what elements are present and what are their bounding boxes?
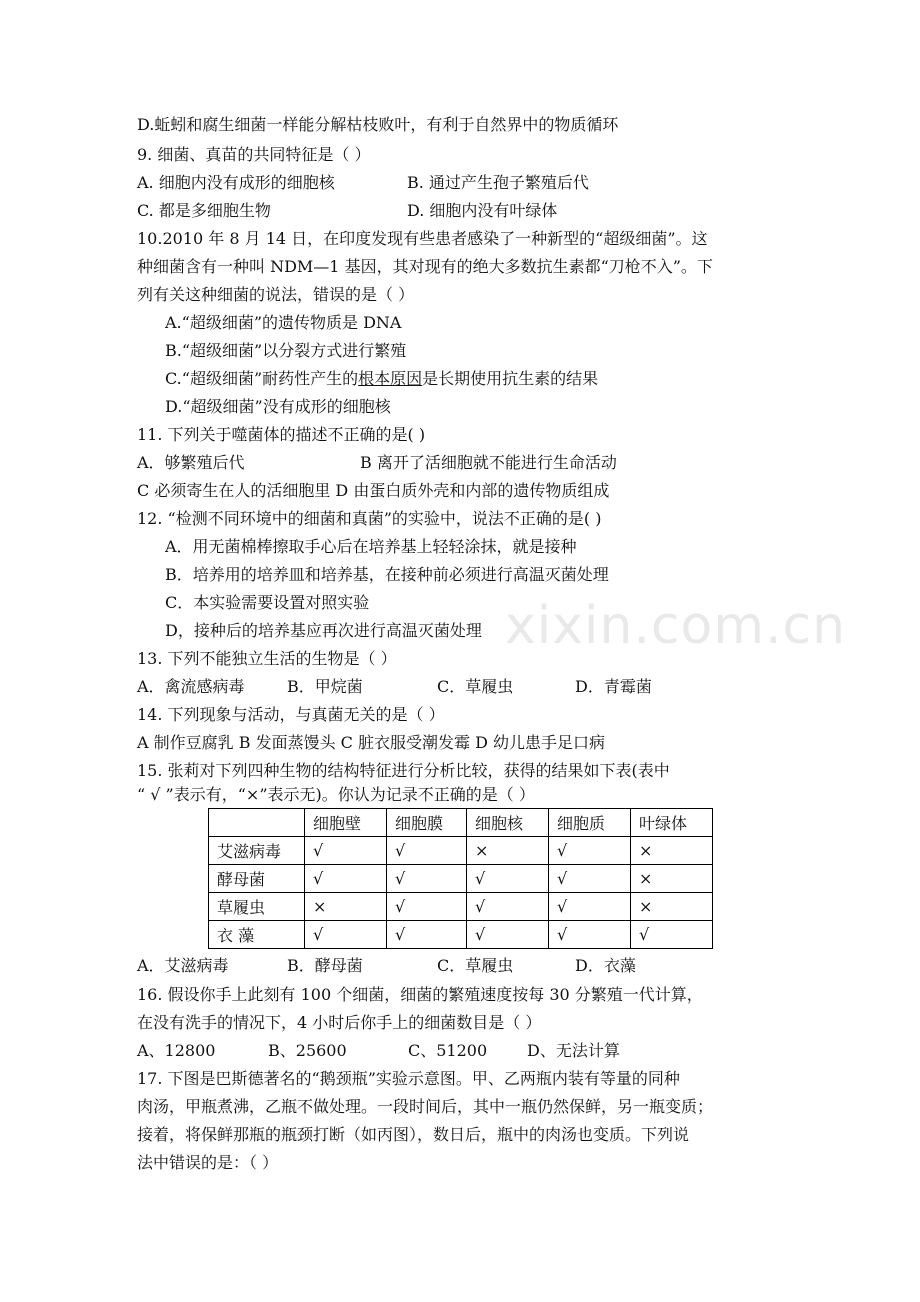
q9-option-c: C. 都是多细胞生物 <box>137 201 271 220</box>
table-cell: √ <box>549 921 631 949</box>
table-cell: √ <box>467 893 549 921</box>
table-cell: × <box>305 893 387 921</box>
table-cell: √ <box>631 921 713 949</box>
q14-options: A 制作豆腐乳 B 发面蒸馒头 C 脏衣服受潮发霉 D 幼儿患手足口病 <box>137 733 605 752</box>
table-cell: √ <box>387 921 467 949</box>
table-row-label: 酵母菌 <box>209 865 305 893</box>
q11-option-b: B 离开了活细胞就不能进行生命活动 <box>360 453 617 472</box>
q13-stem: 13. 下列不能独立生活的生物是（ ） <box>137 649 397 668</box>
q12-option-a: A．用无菌棉棒擦取手心后在培养基上轻轻涂抹，就是接种 <box>165 537 577 556</box>
table-header-cell: 叶绿体 <box>631 809 713 837</box>
q10-option-b: B.“超级细菌”以分裂方式进行繁殖 <box>165 341 407 360</box>
q13-option-d: D．青霉菌 <box>575 677 652 696</box>
q17-stem-line3: 接着，将保鲜那瓶的瓶颈打断（如丙图），数日后，瓶中的肉汤也变质。下列说 <box>137 1125 690 1144</box>
q10-option-d: D.“超级细菌”没有成形的细胞核 <box>165 397 391 416</box>
table-header-cell: 细胞壁 <box>305 809 387 837</box>
q17-stem-line4: 法中错误的是：（ ） <box>137 1153 279 1172</box>
q11-options-cd: C 必须寄生在人的活细胞里 D 由蛋白质外壳和内部的遗传物质组成 <box>137 481 610 500</box>
q10-stem-line3: 列有关这种细菌的说法，错误的是（ ） <box>137 285 415 304</box>
q12-option-d: D，接种后的培养基应再次进行高温灭菌处理 <box>165 621 482 640</box>
table-cell: √ <box>305 865 387 893</box>
q10-option-c-suffix: 是长期使用抗生素的结果 <box>422 369 599 388</box>
table-row <box>209 865 713 893</box>
q13-option-c: C．草履虫 <box>437 677 514 696</box>
q10-option-c <box>165 369 598 389</box>
table-header-cell: 细胞核 <box>467 809 549 837</box>
table-cell: × <box>631 893 713 921</box>
q10-stem-line1: 10.2010 年 8 月 14 日，在印度发现有些患者感染了一种新型的“超级细菌”。这 <box>137 229 708 248</box>
table-cell: √ <box>387 837 467 865</box>
q9-option-d: D. 细胞内没有叶绿体 <box>407 201 558 220</box>
q14-stem: 14. 下列现象与活动，与真菌无关的是（ ） <box>137 705 445 724</box>
q9-stem: 9. 细菌、真苗的共同特征是（ ） <box>137 145 371 164</box>
q13-option-b: B．甲烷菌 <box>287 677 363 696</box>
table-cell: √ <box>549 865 631 893</box>
q9-option-b: B. 通过产生孢子繁殖后代 <box>407 173 589 192</box>
q15-option-a: A．艾滋病毒 <box>137 956 229 975</box>
q16-stem-line1: 16. 假设你手上此刻有 100 个细菌，细菌的繁殖速度按每 30 分繁殖一代计算， <box>137 985 703 1004</box>
table-cell: √ <box>387 893 467 921</box>
q10-option-c-prefix: C.“超级细菌”耐药性产生的 <box>165 369 359 388</box>
q16-option-b: B、25600 <box>268 1041 347 1060</box>
table-header-cell: 细胞膜 <box>387 809 467 837</box>
q16-option-d: D、无法计算 <box>527 1041 620 1060</box>
q15-option-c: C．草履虫 <box>437 956 514 975</box>
q9-option-a: A. 细胞内没有成形的细胞核 <box>137 173 335 192</box>
q12-stem: 12. “检测不同环境中的细菌和真菌”的实验中，说法不正确的是( ) <box>137 509 602 528</box>
table-cell: √ <box>387 865 467 893</box>
q15-option-b: B．酵母菌 <box>287 956 363 975</box>
table-row <box>209 921 713 949</box>
q11-stem: 11. 下列关于噬菌体的描述不正确的是( ) <box>137 425 426 444</box>
table-header-row <box>209 809 713 837</box>
q17-stem-line2: 肉汤，甲瓶煮沸，乙瓶不做处理。一段时间后，其中一瓶仍然保鲜，另一瓶变质； <box>137 1097 714 1116</box>
q15-stem-line1: 15. 张莉对下列四种生物的结构特征进行分析比较，获得的结果如下表(表中 <box>137 761 670 780</box>
q10-option-c-underlined: 根本原因 <box>358 369 423 388</box>
table-cell: × <box>631 837 713 865</box>
table-row-label: 艾滋病毒 <box>209 837 305 865</box>
q13-option-a: A．禽流感病毒 <box>137 677 245 696</box>
q16-stem-line2: 在没有洗手的情况下，4 小时后你手上的细菌数目是（ ） <box>137 1013 542 1032</box>
q16-option-a: A、12800 <box>137 1041 216 1060</box>
q10-stem-line2: 种细菌含有一种叫 NDM—1 基因，其对现有的绝大多数抗生素都“刀枪不入”。下 <box>137 257 713 276</box>
table-header-cell: 细胞质 <box>549 809 631 837</box>
q15-option-d: D．衣藻 <box>575 956 636 975</box>
q16-option-c: C、51200 <box>408 1041 488 1060</box>
q17-stem-line1: 17. 下图是巴斯德著名的“鹅颈瓶”实验示意图。甲、乙两瓶内装有等量的同种 <box>137 1069 680 1088</box>
table-row-label: 草履虫 <box>209 893 305 921</box>
table-row <box>209 837 713 865</box>
table-cell: × <box>631 865 713 893</box>
table-cell: √ <box>305 921 387 949</box>
q10-option-a: A.“超级细菌”的遗传物质是 DNA <box>165 313 402 332</box>
q12-option-b: B．培养用的培养皿和培养基，在接种前必须进行高温灭菌处理 <box>165 565 609 584</box>
table-cell: × <box>467 837 549 865</box>
q15-comparison-table <box>208 808 713 949</box>
q11-option-a: A．够繁殖后代 <box>137 453 245 472</box>
table-cell: √ <box>549 893 631 921</box>
table-row-label: 衣 藻 <box>209 921 305 949</box>
table-header-cell <box>209 809 305 837</box>
q8-option-d: D.蚯蚓和腐生细菌一样能分解枯枝败叶，有利于自然界中的物质循环 <box>137 115 619 134</box>
q15-stem-line2: “ √ ”表示有，“×”表示无)。你认为记录不正确的是（ ） <box>137 785 535 804</box>
table-row <box>209 893 713 921</box>
table-cell: √ <box>467 865 549 893</box>
q12-option-c: C．本实验需要设置对照实验 <box>165 593 370 612</box>
table-cell: √ <box>305 837 387 865</box>
watermark: xixin.com.cn <box>505 596 847 656</box>
table-cell: √ <box>549 837 631 865</box>
table-cell: √ <box>467 921 549 949</box>
